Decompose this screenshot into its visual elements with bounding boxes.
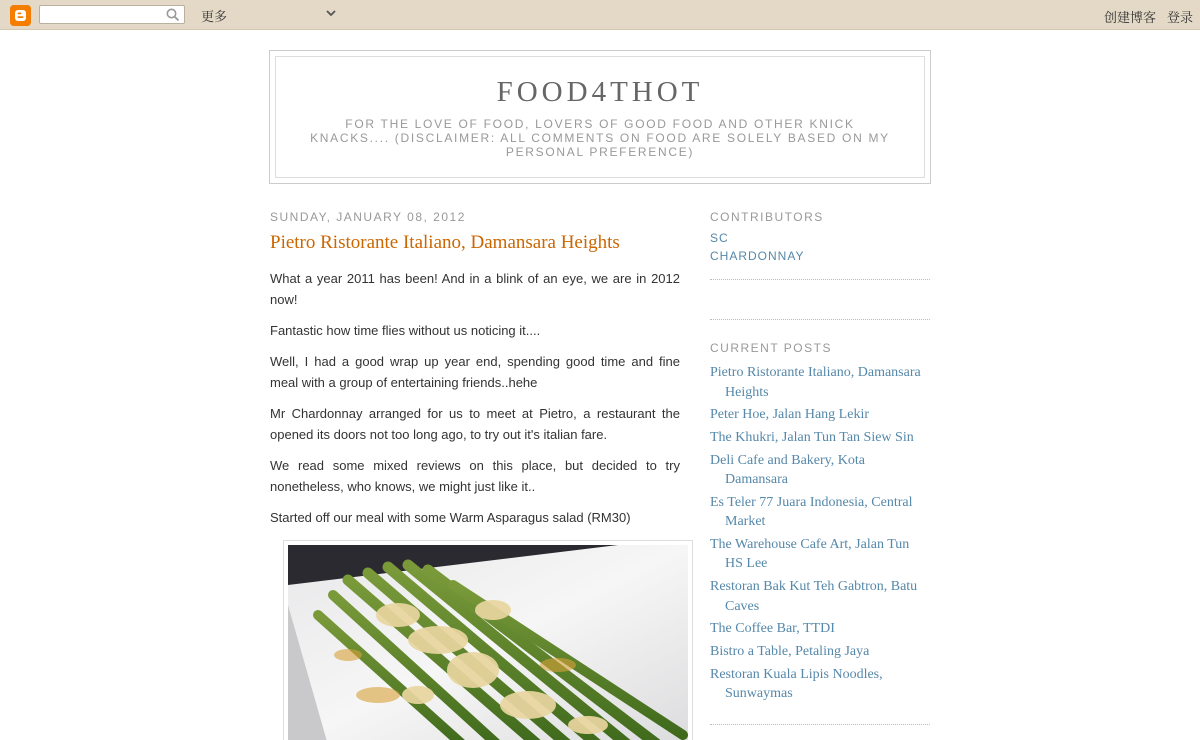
post-title[interactable]: Pietro Ristorante Italiano, Damansara Heights bbox=[270, 232, 620, 253]
more-menu-label[interactable]: 更多 bbox=[201, 10, 228, 25]
post-paragraph: Fantastic how time flies without us noticing it.... bbox=[270, 323, 541, 338]
current-post-link[interactable]: Restoran Kuala Lipis Noodles, Sunwaymas bbox=[710, 666, 883, 702]
current-posts-heading: CURRENT POSTS bbox=[710, 341, 832, 355]
list-item bbox=[710, 535, 930, 574]
blogger-logo-icon[interactable] bbox=[10, 5, 31, 26]
contributor-link[interactable]: CHARDONNAY bbox=[710, 249, 805, 263]
current-post-link[interactable]: Peter Hoe, Jalan Hang Lekir bbox=[710, 407, 869, 423]
contributors-list bbox=[710, 229, 930, 265]
list-item bbox=[710, 451, 930, 490]
list-item bbox=[710, 619, 930, 639]
blog-description: FOR THE LOVE OF FOOD, LOVERS OF GOOD FOOD AND OTHER KNICK KNACKS.... (DISCLAIMER: ALL COMMENTS ON FOOD ARE SOLELY BASED ON MY PERSONAL PREFERENCE) bbox=[310, 117, 890, 159]
post-photo-frame bbox=[283, 540, 693, 740]
post-body bbox=[270, 268, 680, 528]
list-item bbox=[710, 642, 930, 662]
blogger-navbar bbox=[0, 0, 1200, 30]
search-icon[interactable] bbox=[166, 8, 180, 22]
current-post-link[interactable]: Restoran Bak Kut Teh Gabtron, Batu Caves bbox=[710, 579, 918, 614]
current-posts-list bbox=[710, 363, 930, 704]
current-post-link[interactable]: Pietro Ristorante Italiano, Damansara Heights bbox=[710, 365, 921, 400]
list-item bbox=[710, 428, 930, 448]
post-paragraph: We read some mixed reviews on this place, but decided to try nonetheless, who knows, we might just like it.. bbox=[270, 458, 680, 494]
list-item bbox=[710, 577, 930, 616]
main-column bbox=[270, 205, 680, 740]
list-item bbox=[710, 363, 930, 402]
sidebar-divider bbox=[710, 724, 930, 725]
current-post-link[interactable]: The Khukri, Jalan Tun Tan Siew Sin bbox=[710, 429, 914, 445]
asparagus-salad-photo[interactable] bbox=[288, 545, 688, 740]
post-paragraph: Mr Chardonnay arranged for us to meet at Pietro, a restaurant the opened its doors not too long ago, to try out it's italian fare. bbox=[270, 406, 680, 442]
current-post-link[interactable]: The Warehouse Cafe Art, Jalan Tun HS Lee bbox=[710, 536, 910, 572]
chevron-down-icon[interactable] bbox=[325, 7, 337, 19]
post-paragraph: Well, I had a good wrap up year end, spending good time and fine meal with a group of entertaining friends..hehe bbox=[270, 354, 680, 390]
list-item bbox=[710, 493, 930, 532]
sidebar-divider bbox=[710, 319, 930, 320]
list-item bbox=[710, 405, 930, 425]
sidebar-divider bbox=[710, 279, 930, 280]
blog-header-inner bbox=[275, 56, 925, 178]
blog-title[interactable]: FOOD4THOT bbox=[496, 76, 704, 108]
current-post-link[interactable]: The Coffee Bar, TTDI bbox=[710, 621, 835, 637]
search-box bbox=[39, 5, 185, 24]
sidebar bbox=[710, 205, 930, 725]
post-paragraph: What a year 2011 has been! And in a blink of an eye, we are in 2012 now! bbox=[270, 271, 680, 307]
contributor-link[interactable]: SC bbox=[710, 231, 729, 245]
search-input[interactable] bbox=[40, 7, 160, 24]
blog-header bbox=[269, 50, 931, 184]
current-post-link[interactable]: Es Teler 77 Juara Indonesia, Central Market bbox=[710, 494, 913, 530]
current-post-link[interactable]: Bistro a Table, Petaling Jaya bbox=[710, 644, 870, 659]
list-item bbox=[710, 665, 930, 704]
post-paragraph: Started off our meal with some Warm Asparagus salad (RM30) bbox=[270, 510, 631, 525]
create-blog-link[interactable]: 创建博客 bbox=[1103, 11, 1156, 26]
login-link[interactable]: 登录 bbox=[1166, 11, 1193, 26]
post-date: SUNDAY, JANUARY 08, 2012 bbox=[270, 210, 466, 224]
current-post-link[interactable]: Deli Cafe and Bakery, Kota Damansara bbox=[710, 452, 865, 488]
contributors-heading: CONTRIBUTORS bbox=[710, 210, 824, 224]
